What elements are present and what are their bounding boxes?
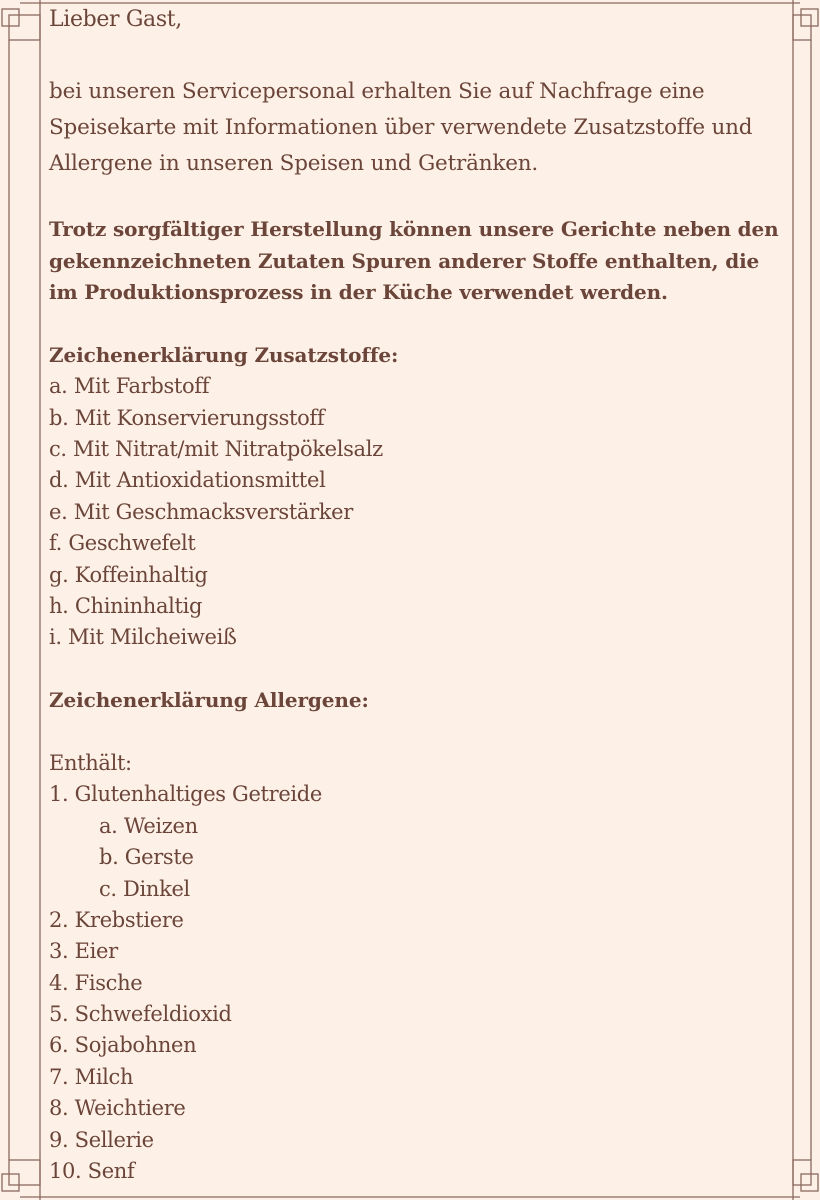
list-subitem: a. Weizen [99,813,198,838]
greeting: Lieber Gast, [49,7,182,32]
list-item: d. Mit Antioxidationsmittel [49,468,326,493]
list-item: i. Mit Milcheiweiß [49,625,237,650]
list-item: 3. Eier [49,939,118,964]
list-item: 8. Weichtiere [49,1096,186,1121]
allergens-heading: Zeichenerklärung Allergene: [49,688,369,713]
additives-list [49,371,789,654]
intro-paragraph: bei unseren Servicepersonal erhalten Sie auf Nachfrage eine Speisekarte mit Informationen über verwendete Zusatzstoffe und Allergene in unseren Speisen und Getränken. [49,79,753,177]
corner-ornament-top-left [2,9,40,40]
list-item: b. Mit Konservierungsstoff [49,405,325,430]
allergens-list [49,779,789,1187]
list-item: 6. Sojabohnen [49,1033,197,1058]
additives-heading: Zeichenerklärung Zusatzstoffe: [49,342,399,367]
corner-ornament-bottom-right [793,1160,818,1191]
list-item: 4. Fische [49,970,143,995]
corner-ornament-top-right [793,9,818,40]
list-item: c. Mit Nitrat/mit Nitratpökelsalz [49,437,383,462]
list-item: e. Mit Geschmacksverstärker [49,499,353,524]
list-item: g. Koffeinhaltig [49,562,208,587]
list-item: a. Mit Farbstoff [49,374,210,399]
allergen-notice [49,4,789,1187]
list-item: 7. Milch [49,1064,134,1089]
list-item: 2. Krebstiere [49,907,184,932]
list-subitem: c. Dinkel [99,876,190,901]
list-subitem: b. Gerste [99,845,194,870]
list-item: h. Chininhaltig [49,594,203,619]
list-item: 9. Sellerie [49,1127,154,1152]
corner-ornament-bottom-left [2,1160,40,1191]
list-item: 5. Schwefeldioxid [49,1002,232,1027]
list-item: f. Geschwefelt [49,531,196,556]
list-item: 1. Glutenhaltiges Getreide [49,782,322,807]
warning-paragraph: Trotz sorgfältiger Herstellung können unsere Gerichte neben den gekennzeichneten Zutaten Spuren anderer Stoffe enthalten, die im Produktionsprozess in der Küche verwendet werden. [49,217,779,305]
contains-label: Enthält: [49,750,132,775]
list-item: 10. Senf [49,1159,135,1184]
